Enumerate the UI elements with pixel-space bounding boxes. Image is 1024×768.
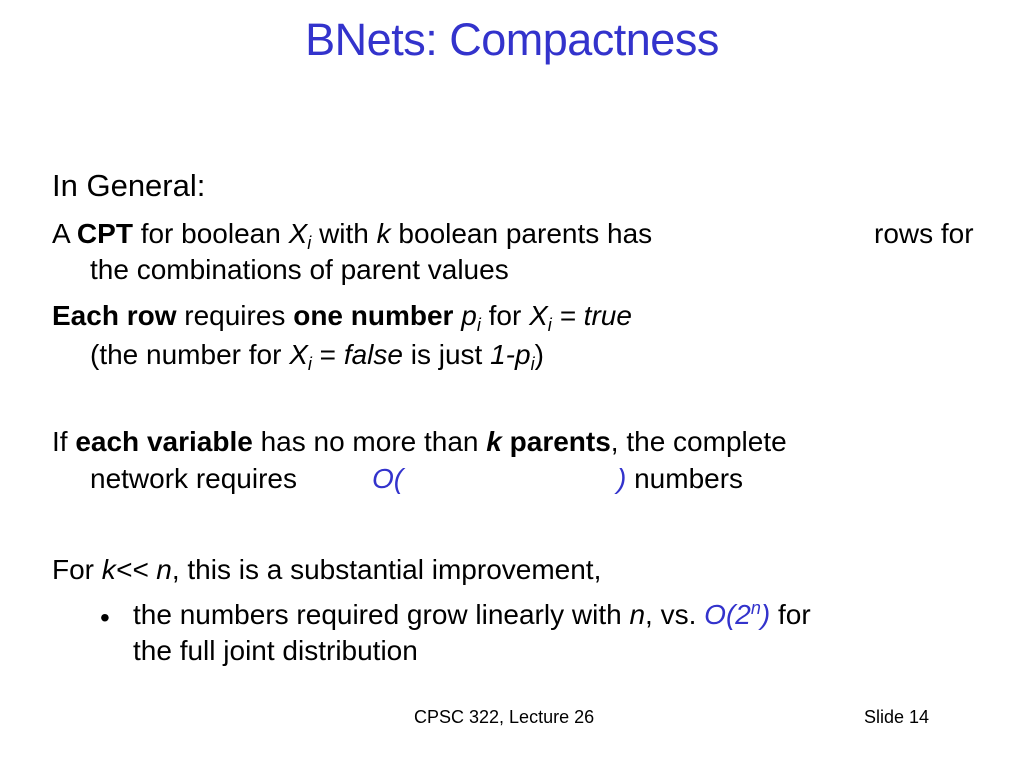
text-false: false <box>343 339 403 370</box>
var-k: k <box>376 218 391 249</box>
text-numbers: numbers <box>634 463 744 494</box>
text-eq-true: = true <box>559 300 632 331</box>
text-a: A <box>52 218 70 249</box>
bullet-line-2: the full joint distribution <box>133 635 418 666</box>
text-requires: requires <box>184 300 286 331</box>
subscript-i: i <box>307 354 312 374</box>
subscript-i: i <box>547 315 552 335</box>
footer-slide-number: Slide 14 <box>864 707 930 727</box>
cpt-rows-line-1 <box>52 217 652 251</box>
text-for: For <box>52 554 94 585</box>
var-x: X <box>289 339 308 370</box>
var-p: p <box>461 300 477 331</box>
big-o-open: O( <box>372 463 404 494</box>
text-vs: , vs. <box>645 599 697 630</box>
var-k: k <box>486 426 502 457</box>
text-boolean-parents-has: boolean parents has <box>398 218 653 249</box>
var-x: X <box>288 218 308 249</box>
each-variable-line-2-a: network requires <box>90 463 297 494</box>
footer-course: CPSC 322, Lecture 26 <box>414 707 595 727</box>
cpt-term: CPT <box>76 218 133 249</box>
text-close-paren: ) <box>534 339 544 370</box>
text-the-complete: , the complete <box>610 426 787 457</box>
bullet-line-1 <box>133 598 811 632</box>
each-variable-line-1 <box>52 425 787 459</box>
subscript-i: i <box>476 315 481 335</box>
slide-title: BNets: Compactness <box>305 14 719 65</box>
bullet-point: • <box>100 602 110 633</box>
big-o-2n: O(2$^n$) <box>704 598 771 630</box>
subscript-i: i <box>530 354 535 374</box>
text-number-for: (the number for <box>90 339 282 370</box>
each-row-line-2 <box>90 338 544 372</box>
each-variable-term: each variable <box>75 426 253 457</box>
big-o-close: ) <box>617 463 627 494</box>
each-row-line-1 <box>52 299 632 333</box>
improvement-line <box>52 553 601 587</box>
text-improvement: , this is a substantial improvement, <box>171 554 602 585</box>
section-heading: In General: <box>52 168 206 203</box>
text-if: If <box>52 426 68 457</box>
cpt-rows-line-2: the combinations of parent values <box>90 254 509 285</box>
one-number-term: one number <box>293 300 454 331</box>
text-eq: = <box>319 339 337 370</box>
text-rows-for: rows for <box>874 218 974 249</box>
text-with: with <box>319 218 369 249</box>
each-variable-line-2-b <box>617 462 743 496</box>
text-numbers-required: the numbers required grow linearly with <box>133 599 622 630</box>
text-k-less-n: k<< n <box>101 554 172 585</box>
text-one-minus-p: 1-p <box>490 339 531 370</box>
parents-term: parents <box>509 426 611 457</box>
text-for: for <box>488 300 522 331</box>
text-has-no-more-than: has no more than <box>260 426 479 457</box>
var-x: X <box>529 300 548 331</box>
subscript-i: i <box>307 233 312 253</box>
text-for-boolean: for boolean <box>140 218 281 249</box>
text-for: for <box>777 599 811 630</box>
var-n: n <box>629 599 646 630</box>
each-row-term: Each row <box>52 300 177 331</box>
text-is-just: is just <box>410 339 483 370</box>
